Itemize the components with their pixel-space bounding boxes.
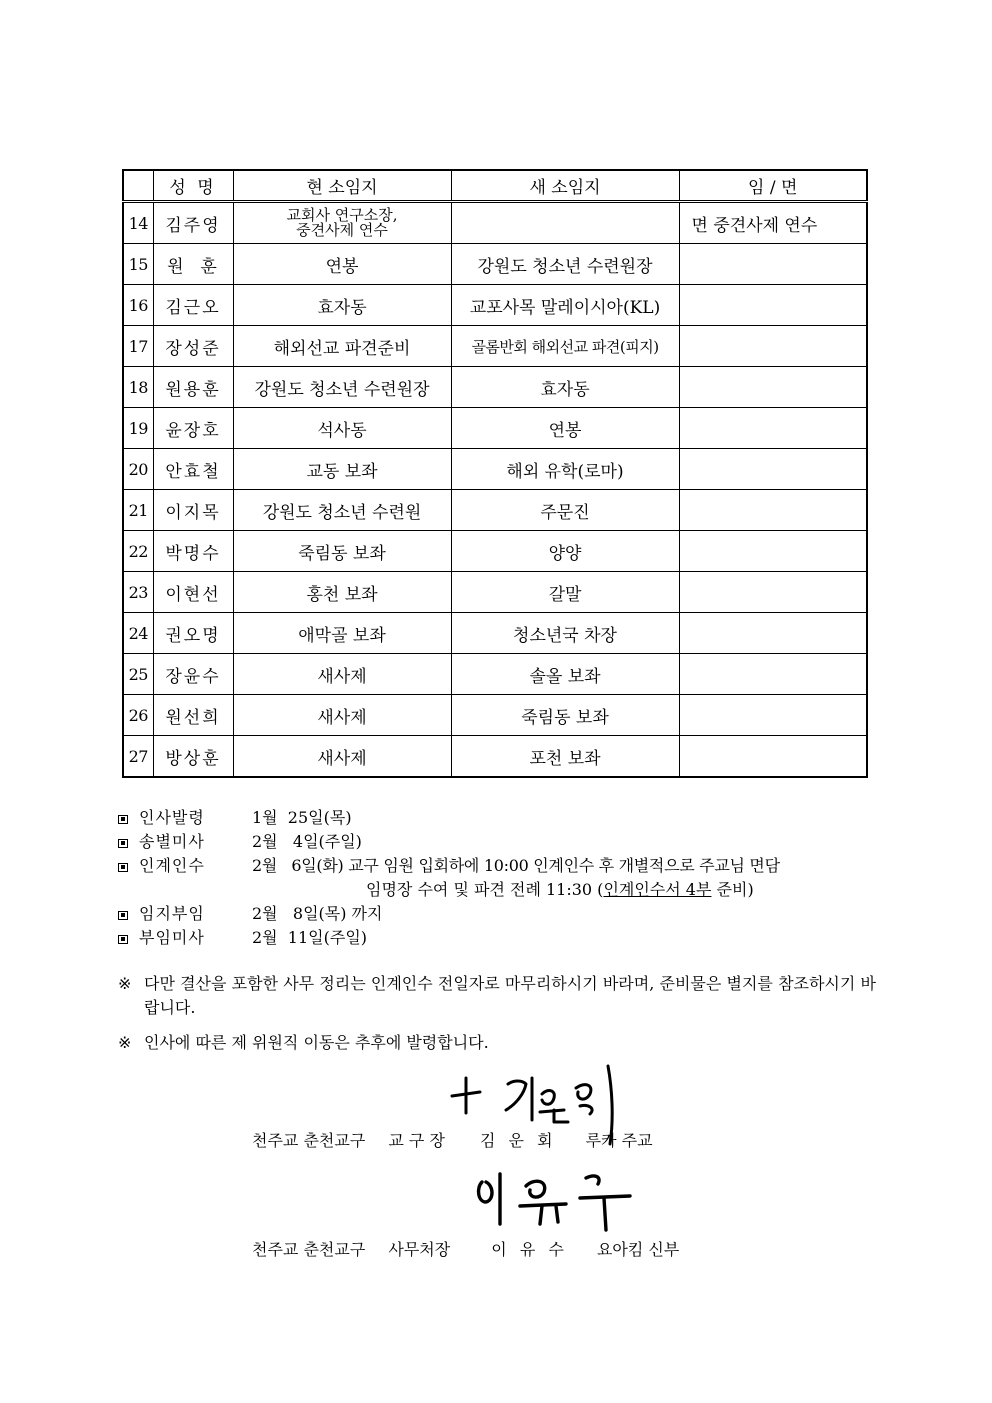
row-name: 원용훈 [153,367,233,408]
row-number: 27 [123,736,153,778]
row-name: 김주영 [153,202,233,244]
row-appointment [679,285,867,326]
current-post-line-1: 교회사 연구소장, [286,206,398,224]
secretary-signature [468,1166,638,1246]
schedule-item [118,806,888,830]
row-appointment [679,613,867,654]
row-new-post [451,202,679,244]
row-appointment [679,531,867,572]
bishop-signature-line [252,1128,653,1151]
row-current-post: 죽림동 보좌 [233,531,451,572]
schedule-item [118,926,888,950]
schedule-item [118,830,888,854]
row-current-post [233,202,451,244]
secretary-title: 사무처장 [388,1240,451,1259]
row-appointment [679,367,867,408]
row-number: 24 [123,613,153,654]
row-appointment [679,449,867,490]
header-number [123,170,153,202]
row-name: 김근오 [153,285,233,326]
row-new-post: 연봉 [451,408,679,449]
schedule-label: 임지부임 [139,904,205,923]
row-number: 20 [123,449,153,490]
row-new-post: 갈말 [451,572,679,613]
row-current-post: 새사제 [233,654,451,695]
schedule-detail: 1월 25일(목) [252,808,352,827]
row-name: 방상훈 [153,736,233,778]
table-row [123,285,867,326]
note-committee [118,1031,876,1055]
schedule-label: 부임미사 [139,928,205,947]
row-current-post: 해외선교 파견준비 [233,326,451,367]
secretary-org: 천주교 춘천교구 [252,1240,366,1259]
row-new-post: 솔올 보좌 [451,654,679,695]
row-name: 이지목 [153,490,233,531]
row-name: 윤장호 [153,408,233,449]
row-new-post: 죽림동 보좌 [451,695,679,736]
schedule-detail: 2월 4일(주일) [252,832,362,851]
note-settlement [118,972,876,1020]
row-current-post: 석사동 [233,408,451,449]
row-new-post: 청소년국 차장 [451,613,679,654]
row-new-post: 효자동 [451,367,679,408]
row-current-post: 애막골 보좌 [233,613,451,654]
row-number: 17 [123,326,153,367]
square-bullet-icon [118,863,128,872]
row-appointment [679,695,867,736]
schedule-detail-line-2 [366,878,754,902]
reference-mark-icon: ※ [118,974,132,993]
schedule-item-continuation [118,878,888,902]
handover-document-note: 인계인수서 4부 [603,880,712,899]
schedule-detail: 2월 8일(목) 까지 [252,904,383,923]
header-current-post: 현 소임지 [233,170,451,202]
schedule-item [118,902,888,926]
row-number: 18 [123,367,153,408]
row-name: 원선희 [153,695,233,736]
row-appointment [679,654,867,695]
row-appointment [679,244,867,285]
row-appointment [679,408,867,449]
bishop-name: 김 운 회 [480,1131,557,1150]
schedule-label: 인사발령 [139,808,205,827]
table-header-row [123,170,867,202]
row-new-post: 골롬반회 해외선교 파견(피지) [451,326,679,367]
current-post-line-2: 중견사제 연수 [296,221,388,239]
note-text: 다만 결산을 포함한 사무 정리는 인계인수 전일자로 마무리하시기 바라며, 준비물은 별지를 참조하시기 바랍니다. [144,974,876,1017]
row-new-post: 강원도 청소년 수련원장 [451,244,679,285]
row-number: 15 [123,244,153,285]
row-name: 장성준 [153,326,233,367]
square-bullet-icon [118,911,128,920]
row-name: 박명수 [153,531,233,572]
schedule-label: 송별미사 [139,832,205,851]
table-row [123,244,867,285]
note-text: 인사에 따른 제 위원직 이동은 추후에 발령합니다. [144,1033,489,1052]
row-new-post: 해외 유학(로마) [451,449,679,490]
square-bullet-icon [118,935,128,944]
row-current-post: 효자동 [233,285,451,326]
table-row [123,736,867,778]
row-new-post: 교포사목 말레이시아(KL) [451,285,679,326]
row-current-post: 새사제 [233,736,451,778]
schedule-detail-pre: 임명장 수여 및 파견 전례 11:30 ( [366,880,604,899]
row-appointment: 면 중견사제 연수 [679,202,867,244]
row-current-post: 교동 보좌 [233,449,451,490]
square-bullet-icon [118,815,128,824]
schedule-label: 인계인수 [139,856,205,875]
header-name: 성 명 [153,170,233,202]
row-name: 장윤수 [153,654,233,695]
table-row [123,367,867,408]
table-row [123,572,867,613]
table-row [123,695,867,736]
row-name: 이현선 [153,572,233,613]
schedule-detail-post: 준비) [711,880,754,899]
table-row [123,613,867,654]
bishop-title: 교 구 장 [388,1131,445,1150]
table-row [123,531,867,572]
row-appointment [679,326,867,367]
table-row [123,449,867,490]
row-current-post: 강원도 청소년 수련원장 [233,367,451,408]
row-number: 26 [123,695,153,736]
row-appointment [679,490,867,531]
table-row [123,326,867,367]
row-current-post: 새사제 [233,695,451,736]
row-number: 14 [123,202,153,244]
reference-mark-icon: ※ [118,1033,132,1052]
row-number: 16 [123,285,153,326]
row-new-post: 주문진 [451,490,679,531]
header-new-post: 새 소임지 [451,170,679,202]
row-number: 23 [123,572,153,613]
schedule-item [118,854,888,878]
schedule-detail: 2월 6일(화) 교구 임원 입회하에 10:00 인계인수 후 개별적으로 주교님 면담 [252,856,780,875]
row-appointment [679,572,867,613]
bishop-org: 천주교 춘천교구 [252,1131,366,1150]
row-appointment [679,736,867,778]
row-name: 안효철 [153,449,233,490]
row-current-post: 홍천 보좌 [233,572,451,613]
row-number: 25 [123,654,153,695]
square-bullet-icon [118,839,128,848]
secretary-name: 이 유 수 [491,1240,568,1259]
schedule-detail: 2월 11일(주일) [252,928,368,947]
personnel-table [122,169,868,778]
secretary-baptismal-name: 요아킴 신부 [596,1240,680,1259]
header-appointment: 임 / 면 [679,170,867,202]
table-row [123,490,867,531]
row-new-post: 양양 [451,531,679,572]
secretary-signature-line [252,1237,679,1260]
row-current-post: 강원도 청소년 수련원 [233,490,451,531]
bishop-baptismal-name: 루카 주교 [585,1131,653,1150]
row-name: 원 훈 [153,244,233,285]
row-current-post: 연봉 [233,244,451,285]
row-name: 권오명 [153,613,233,654]
schedule-list [118,806,888,950]
table-row [123,202,867,244]
table-row [123,654,867,695]
row-number: 19 [123,408,153,449]
table-row [123,408,867,449]
row-number: 22 [123,531,153,572]
row-new-post: 포천 보좌 [451,736,679,778]
row-number: 21 [123,490,153,531]
